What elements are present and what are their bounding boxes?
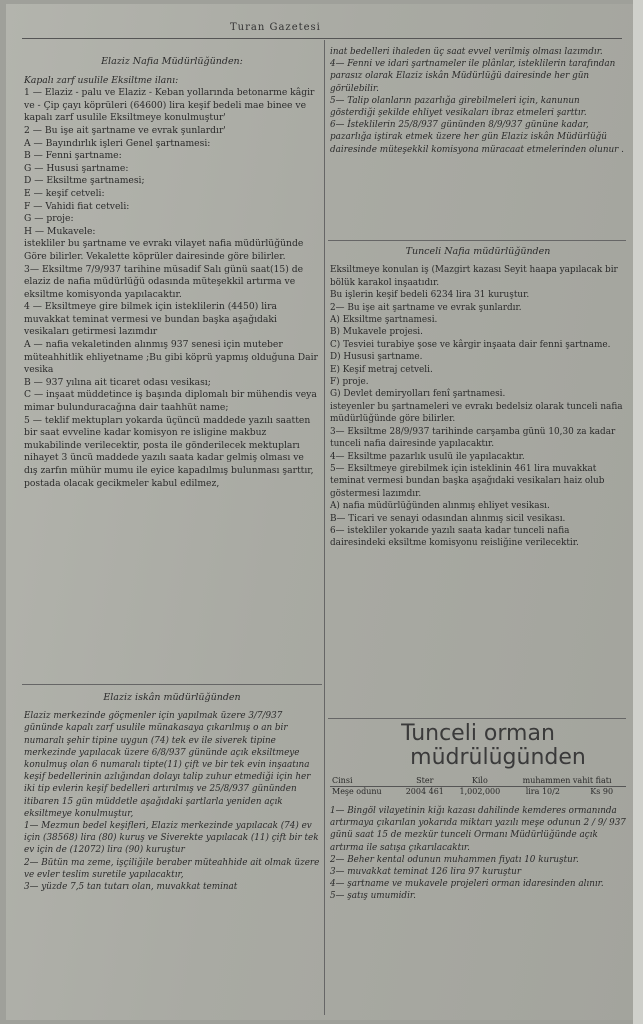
notice-line: E — keşif cetveli: [24,187,105,199]
section-divider [328,718,626,719]
table-cell: 2004 461 [398,787,451,798]
notice-line: 5— Eksiltmeye girebilmek için isteklinin 461 lira muvakkat teminat vermesi bundan başka aşağıdaki vesikaları haiz olub göstermesi lazımdır. [330,463,605,499]
notice-line: istekliler bu şartname ve evrakı vilayet nafia müdürlüğünde Göre bilirler. Vekalette köprüler dairesinde göre bilirler. [24,238,304,262]
notice-elaziz-iskan [24,692,320,893]
table-cell: Meşe odunu [330,787,398,798]
notice-big-title: Tunceli orman [401,721,555,746]
notice-heading: Tunceli Nafia müdürlüğünden [405,246,551,257]
notice-line: F) proje. [330,377,369,388]
notice-big-title: müdrülügünden [410,745,586,770]
notice-line: 4— Fenni ve idari şartnameler ile plânlar, isteklilerin tarafından parasız olarak Elaziz iskân Müdürlüğü dairesinde her gün görülebilir. [330,59,616,94]
table-cell: 1,002,000 [452,787,509,798]
notice-line: B— Ticari ve senayi odasından alınmış sicil vesikası. [330,513,566,524]
notice-line: 1— Mezmun bedel keşifleri, Elaziz merkezinde yapılacak (74) ev için (38568) lira (80) kuruş ve Siverekte yapılacak (11) çift bir tek ev için de (12072) lira (90) kuruştur [24,821,319,856]
notice-line: Elaziz merkezinde göçmenler için yapılmak üzere 3/7/937 gününde kapalı zarf usulile münakasaya çıkarılmış o an bir numaralı şehir tipine uygun (74) tek ev ile siverek tipine merkezinde yapılacak üzere 6/8/937 gününde açık eksiltmeye konulmuş olan 6 numaralı tipte(11) çift ve bir tek evin inşaatına keşif bedellerinin azlığından dolayı talip zuhur etmediği için her iki tip evlerin keşif bedelleri artırılmış ve 25/8/937 gününden itibaren 15 gün müddetle aşağıdaki şartlarla yeniden açık eksiltmeye konulmuştur, [24,711,311,819]
notice-line: D — Eksiltme şartnamesi; [24,175,145,187]
wood-sale-table [330,776,626,797]
section-divider [22,684,322,685]
notice-line: A) nafia müdürlüğünden alınmış ehliyet vesikası. [330,501,550,512]
notice-line: G) Devlet demiryolları fenî şartnamesi. [330,389,506,400]
notice-line: 2 — Bu işe ait şartname ve evrak şunlardır' [24,124,226,136]
notice-line: A) Eksiltme şartnamesi. [330,315,438,326]
notice-line: Eksiltmeye konulan iş (Mazgirt kazası Seyit haapa yapılacak bir bölük karakol inşaatıdır. [330,265,618,288]
notice-line: G — proje: [24,213,74,225]
table-header: muhammen vahit fiatı [522,776,612,785]
notice-elaziz-nafia [24,56,320,490]
notice-line: 2— Bu işe ait şartname ve evrak şunlardır. [330,302,522,313]
column-divider [324,40,325,1015]
notice-line: isteyenler bu şartnameleri ve evrakı bedelsiz olarak tunceli nafia müdürlüğünde göre bilirler. [330,401,623,425]
notice-line: 1— Bingöl vilayetinin kiğı kazası dahilinde kemderes ormanında artırmaya çıkarılan yokarıda miktarı yazılı meşe odunun 2 / 9/ 937 günü saat 15 de mezkür tunceli Ormanı Müdürlüğünde açık artırma ile satışa çıkarılacaktır. [330,806,626,853]
notice-line: C) Tesviei turabiye şose ve kârgir inşaata dair fenni şartname. [330,339,611,350]
notice-line: 1 — Elaziz - palu ve Elaziz - Keban yollarında betonarme kâgir ve - Çip çayı köprüleri (64600) lira keşif bedeli mae binee ve kapalı zarf usulile Eksiltmeye konulmuştur' [24,87,315,124]
masthead: Turan Gazetesi [230,22,321,33]
notice-line: Kapalı zarf usulile Eksiltme ilanı: [24,74,179,86]
notice-line: 3— yüzde 7,5 tan tutarı olan, muvakkat teminat [24,882,238,893]
notice-line: 4— Eksiltme pazarlık usulü ile yapılacaktır. [330,451,525,462]
notice-line: A — nafia vekaletinden alınmış 937 senesi için muteber müteahhitlik ehliyetname ;Bu gibi köprü yapmış olduğuna Dair vesika [24,339,318,376]
notice-line: 3— muvakkat teminat 126 lira 97 kuruştur [330,867,522,878]
notice-line: C — inşaat müddetince iş başında diplomalı bir mühendis veya mimar bulunduracağına dair taahhüt name; [24,389,317,414]
notice-line: 4 — Eksiltmeye gire bilmek için isteklilerin (4450) lira muvakkat teminat vermesi ve bundan başka aşağıdaki vesikaları getirmesi lazımdır [24,301,277,338]
notice-heading: Elaziz iskân müdürlüğünden [103,692,241,703]
table-cell: lira 10/2 [508,787,577,798]
notice-line: D) Hususi şartname. [330,352,423,363]
notice-line: inat bedelleri ihaleden üç saat evvel verilmiş olması lazımdır. [330,47,603,57]
notice-line: B — Fenni şartname: [24,150,122,162]
notice-line: 4— şartname ve mukavele projeleri orman idaresinden alınır. [330,879,604,890]
notice-line: 5— şatış umumidir. [330,891,416,902]
table-header: Kilo [471,776,488,785]
notice-line: H — Mukavele: [24,225,96,237]
section-divider [328,240,626,241]
notice-tunceli-nafia [330,246,626,550]
notice-tunceli-orman [330,722,626,903]
notice-line: 5— Talip olanların pazarlığa girebilmeleri için, kanunun gösterdiği şekilde ehliyet vesikaları ibraz etmeleri şarttır. [330,95,587,119]
notice-line: B) Mukavele projesi. [330,327,423,338]
notice-line: E) Keşif metraj cetveli. [330,364,433,375]
notice-line: Bu işlerin keşif bedeli 6234 lira 31 kuruştur. [330,290,530,301]
notice-line: 6— istekliler yokarıde yazılı saata kadar tunceli nafia dairesindeki eksiltme komisyonu reisliğine verilecektir. [330,525,579,549]
notice-line: 6— İsteklilerin 25/8/937 gününden 8/9/937 gününe kadar, pazarlığa iştirak etmek üzere her gün Elaziz iskân Müdürlüğü dairesinde müteşekkil komisyona müracaat etmelerinden olunur . [330,120,624,155]
notice-line: F — Vahidi fiat cetveli: [24,200,130,212]
notice-line: 2— Beher kental odunun muhammen fiyatı 10 kuruştur. [330,854,579,865]
notice-heading: Elaziz Nafia Müdürlüğünden: [101,56,243,67]
notice-line: 2— Bütün ma zeme, işçiliğile beraber müteahhide ait olmak üzere ve evler teslim suretile yapılacaktır, [24,857,320,880]
top-rule [22,38,622,39]
notice-iskan-continuation [330,46,626,156]
notice-line: A — Bayındırlık işleri Genel şartnamesi: [24,137,211,149]
table-header: Ster [416,776,434,785]
notice-line: B — 937 yılına ait ticaret odası vesikası; [24,376,211,388]
table-header: Cinsi [332,776,353,785]
page-edge [633,0,643,1024]
notice-line: 3— Eksiltme 7/9/937 tarihine müsadif Salı günü saat(15) de elaziz de nafia müdürlüğü odasında müteşekkil artırma ve eksiltme komisyonda yapılacaktır. [24,263,304,300]
table-cell: Ks 90 [577,787,626,798]
notice-line: 3— Eksiltme 28/9/937 tarihinde carşamba günü 10,30 za kadar tunceli nafia dairesinde yapılacaktır. [330,426,616,450]
notice-line: 5 — teklif mektupları yokarda üçüncü maddede yazılı saatten bir saat evveline kadar komisyon re isligine makbuz mukabilinde verilecektir, posta ile gönderilecek mektupları nihayet 3 üncü maddede yazılı saata kadar gelmiş olması ve dış zarfın mühür mumu ile eyice kapadılmış bulunması şarttır, postada olacak gecikmeler kabul edilmez, [24,414,314,489]
notice-line: G — Hususi şartname: [24,162,129,174]
